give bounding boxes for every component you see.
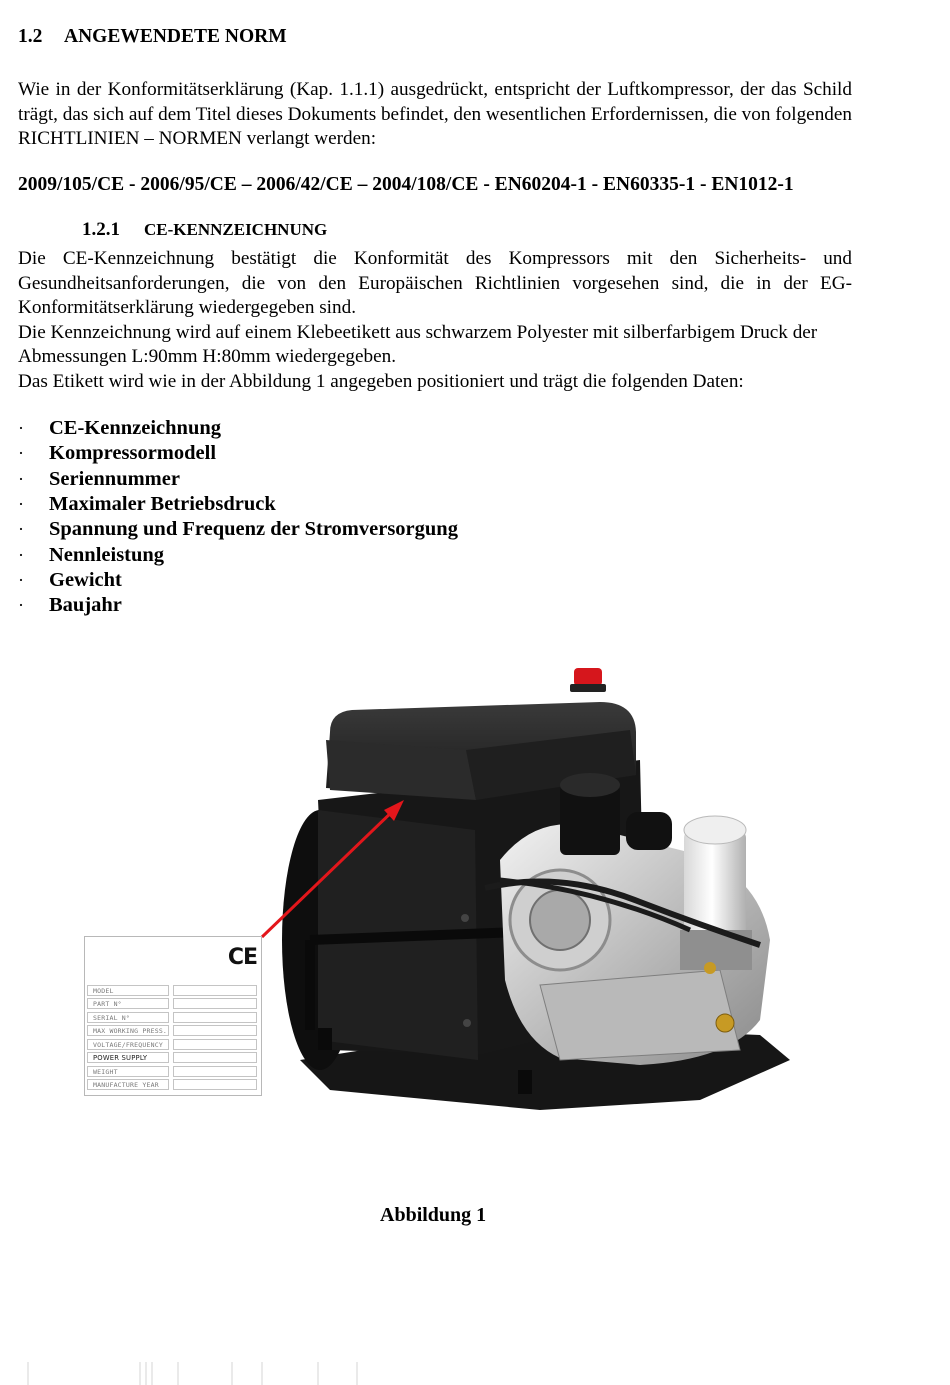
label-row: SERIAL N° <box>87 1012 257 1024</box>
scan-artifacts <box>0 1358 950 1385</box>
label-data-list <box>18 416 458 618</box>
list-item: · Maximaler Betriebsdruck <box>18 493 276 516</box>
paragraph-label-position: Das Etikett wird wie in der Abbildung 1 angegeben positioniert und trägt die folgenden Daten: <box>18 370 744 392</box>
label-row: POWER SUPPLY <box>87 1052 257 1064</box>
paragraph-ce-conformity: Die CE-Kennzeichnung bestätigt die Konformität des Kompressors mit den Sicherheits- und Gesundheitsanforderungen, die von den Europäischen Richtlinien vorgesehen sind, die in der EG-Konformitätserklärung wiedergegeben sind. <box>18 248 852 318</box>
label-row: MAX WORKING PRESS. <box>87 1025 257 1037</box>
section-heading <box>18 26 287 48</box>
subsection-title: CE-KENNZEICHNUNG <box>144 220 328 239</box>
list-item: · CE-Kennzeichnung <box>18 417 221 440</box>
figure-caption: Abbildung 1 <box>380 1204 487 1226</box>
label-row: MODEL <box>87 985 257 997</box>
ce-mark-icon: CE <box>227 945 257 970</box>
norms-list: 2009/105/CE - 2006/95/CE – 2006/42/CE – 2004/108/CE - EN60204-1 - EN60335-1 - EN1012-1 <box>18 174 794 195</box>
subsection-heading <box>82 219 327 241</box>
list-item: · Baujahr <box>18 594 122 617</box>
intro-paragraph: Wie in der Konformitätserklärung (Kap. 1.1.1) ausgedrückt, entspricht der Luftkompressor, der das Schild trägt, das sich auf dem Titel dieses Dokuments befindet, den wesentlichen Erfordernissen, die von folgenden RICHTLINIEN – NORMEN verlangt werden: <box>18 79 852 149</box>
ce-rating-label <box>84 936 262 1096</box>
section-number: 1.2 <box>18 26 43 47</box>
label-row: WEIGHT <box>87 1066 257 1078</box>
label-row: PART N° <box>87 998 257 1010</box>
list-item: · Gewicht <box>18 568 122 591</box>
ce-paragraphs <box>18 247 852 394</box>
label-row: VOLTAGE/FREQUENCY <box>87 1039 257 1051</box>
subsection-number: 1.2.1 <box>82 219 120 240</box>
paragraph-label-material: Die Kennzeichnung wird auf einem Klebeetikett aus schwarzem Polyester mit silberfarbigem Druck der Abmessungen L:90mm H:80mm wiedergegeben. <box>18 321 818 367</box>
list-item: · Spannung und Frequenz der Stromversorgung <box>18 518 458 541</box>
list-item: · Seriennummer <box>18 467 180 490</box>
label-row: MANUFACTURE YEAR <box>87 1079 257 1091</box>
section-title: ANGEWENDETE NORM <box>64 26 287 47</box>
list-item: · Kompressormodell <box>18 442 217 465</box>
list-item: · Nennleistung <box>18 543 165 566</box>
